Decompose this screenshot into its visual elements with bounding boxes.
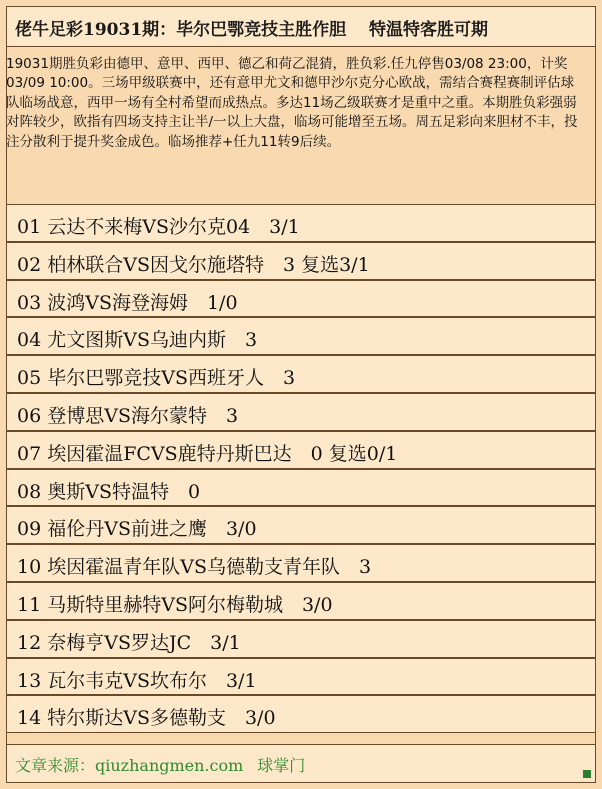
match-row — [6, 280, 596, 318]
corner-marker-icon — [583, 770, 591, 778]
match-row — [6, 544, 596, 582]
match-text: 13 瓦尔韦克VS坎布尔 3/1 — [17, 669, 257, 692]
match-row — [6, 620, 596, 658]
match-text: 04 尤文图斯VS乌迪内斯 3 — [17, 329, 258, 352]
source-line — [15, 753, 319, 776]
match-text: 06 登博思VS海尔蒙特 3 — [17, 404, 239, 427]
match-text: 10 埃因霍温青年队VS乌德勒支青年队 3 — [17, 556, 372, 579]
match-text: 11 马斯特里赫特VS阿尔梅勒城 3/0 — [17, 593, 333, 616]
source-footer — [6, 744, 596, 783]
match-row — [6, 393, 596, 431]
match-row — [6, 431, 596, 469]
match-row — [6, 695, 596, 733]
match-text: 02 柏林联合VS因戈尔施塔特 3 复选3/1 — [17, 253, 370, 276]
match-text: 03 波鸿VS海登海姆 1/0 — [17, 291, 238, 314]
match-row — [6, 469, 596, 507]
page-title: 佬牛足彩19031期：毕尔巴鄂竞技主胜作胆 特温特客胜可期 — [15, 20, 489, 40]
match-text: 07 埃因霍温FCVS鹿特丹斯巴达 0 复选0/1 — [17, 442, 398, 465]
match-text: 09 福伦丹VS前进之鹰 3/0 — [17, 518, 257, 541]
match-row — [6, 204, 596, 242]
site-name: 球掌门 — [257, 756, 306, 775]
match-row — [6, 582, 596, 620]
match-row — [6, 506, 596, 544]
title-bar — [7, 7, 595, 47]
match-row — [6, 355, 596, 393]
match-text: 05 毕尔巴鄂竞技VS西班牙人 3 — [17, 367, 296, 390]
match-text: 12 奈梅亨VS罗达JC 3/1 — [17, 631, 241, 654]
match-row — [6, 242, 596, 280]
match-row — [6, 317, 596, 355]
intro-paragraph: 19031期胜负彩由德甲、意甲、西甲、德乙和荷乙混猜，胜负彩.任九停售03/08 23:00，计奖03/09 10:00。三场甲级联赛中，还有意甲尤文和德甲沙尔克分心欧战，需结合赛程赛制评估球队临场战意，西甲一场有全村希望而成热点。多达11场乙级联赛才是重中之重。本期胜负彩强弱对阵较少，欧指有四场支持主让半/一以上大盘，临场可能增至五场。周五足彩向来胆材不丰，投注分散利于提升奖金成色。临场推荐+任九11转9后续。 — [6, 56, 578, 150]
match-row — [6, 658, 596, 696]
match-text: 01 云达不来梅VS沙尔克04 3/1 — [17, 216, 300, 238]
match-text: 14 特尔斯达VS多德勒支 3/0 — [17, 707, 276, 730]
source-link[interactable]: 文章来源：qiuzhangmen.com — [15, 756, 244, 775]
match-list — [6, 204, 596, 733]
match-text: 08 奥斯VS特温特 0 — [17, 480, 201, 503]
